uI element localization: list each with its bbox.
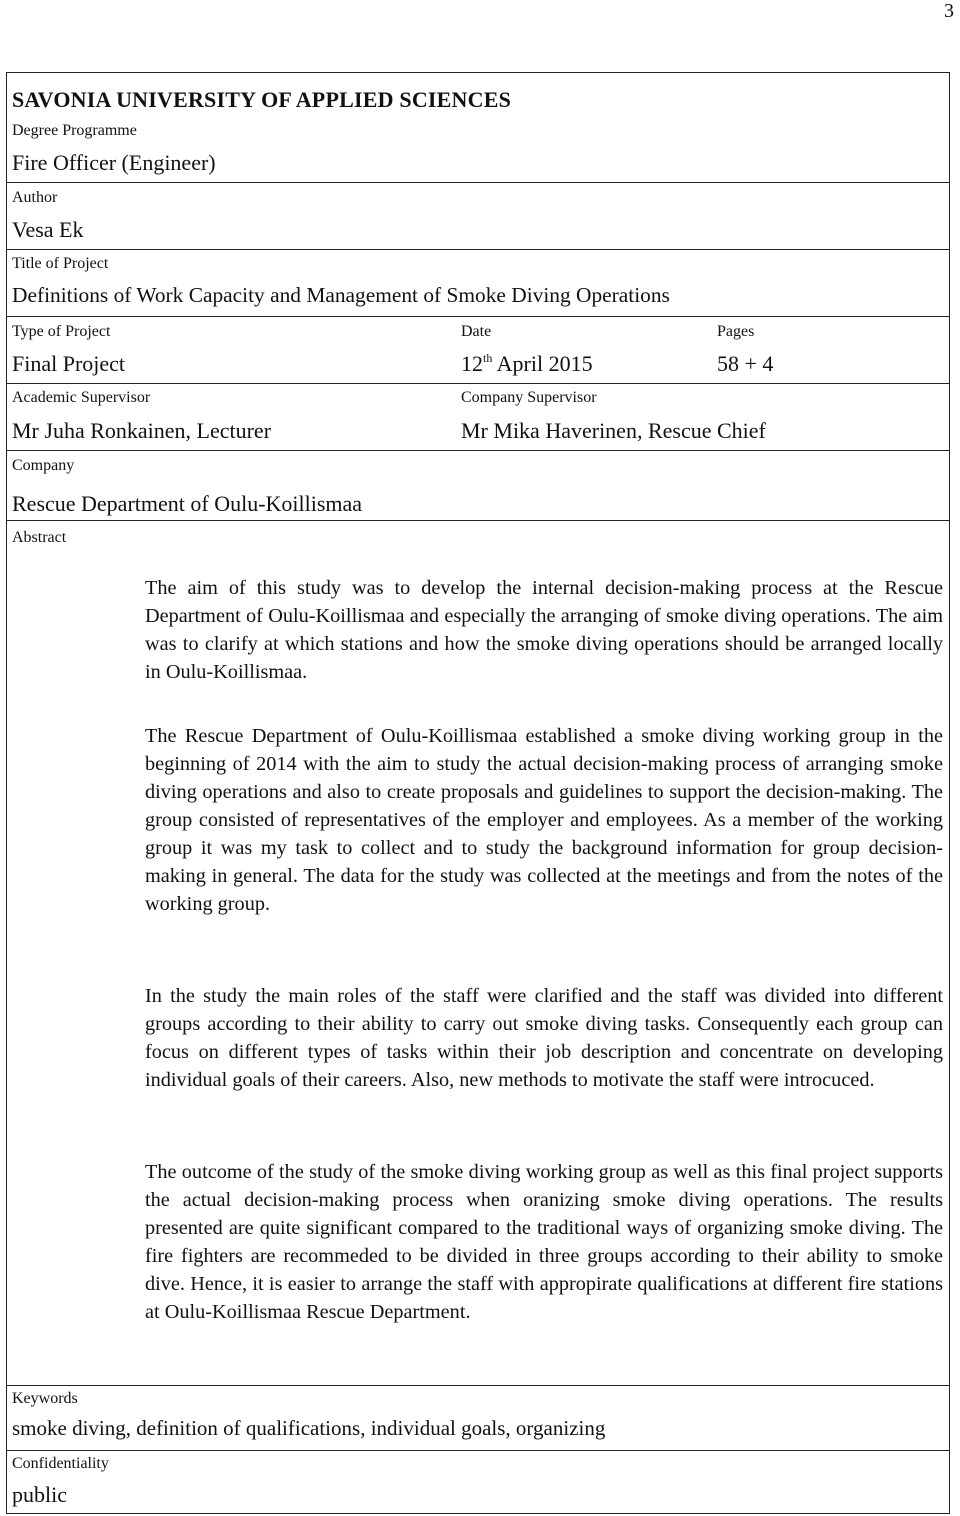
academic-supervisor-value: Mr Juha Ronkainen, Lecturer (12, 418, 272, 443)
author-value: Vesa Ek (12, 217, 84, 242)
confidentiality-section (7, 1450, 949, 1513)
thesis-abstract-form (6, 72, 950, 1514)
academic-supervisor-label: Academic Supervisor (12, 389, 151, 406)
confidentiality-label: Confidentiality (12, 1455, 109, 1472)
pages-label: Pages (717, 323, 755, 340)
degree-value: Fire Officer (Engineer) (12, 150, 216, 175)
page-number: 3 (944, 0, 954, 22)
company-value: Rescue Department of Oulu-Koillismaa (12, 491, 363, 516)
author-section (7, 182, 949, 250)
title-value: Definitions of Work Capacity and Management of Smoke Diving Operations (12, 283, 670, 307)
date-value (461, 351, 593, 377)
company-label: Company (12, 457, 75, 474)
abstract-paragraph-1: The aim of this study was to develop the internal decision-making process at the Rescue Department of Oulu-Koillismaa and especially the arranging of smoke diving operations. The aim was to clarify at which stations and how the smoke diving operations should be arranged locally in Oulu-Koillismaa. (145, 577, 943, 683)
supervisors-section (7, 383, 949, 451)
project-type-value: Final Project (12, 351, 126, 376)
date-suffix: th (483, 351, 493, 365)
date-label: Date (461, 323, 492, 340)
university-name: SAVONIA UNIVERSITY OF APPLIED SCIENCES (12, 87, 512, 112)
company-supervisor-label: Company Supervisor (461, 389, 597, 406)
abstract-paragraph-3: In the study the main roles of the staff were clarified and the staff was divided into different groups according to their ability to carry out smoke diving tasks. Consequently each group can focus on different types of tasks within their job description and concentrate on developing individual goals of their careers. Also, new methods to motivate the staff were introcuced. (145, 985, 943, 1091)
abstract-paragraph-4: The outcome of the study of the smoke diving working group as well as this final project supports the actual decision-making process when oranizing smoke diving operations. The results presented are quite significant compared to the traditional ways of organizing smoke diving. The fire fighters are recommeded to be divided in three groups according to their ability to smoke dive. Hence, it is easier to arrange the staff with appropirate qualifications at different fire stations at Oulu-Koillismaa Rescue Department. (145, 1161, 943, 1323)
project-info-section (7, 316, 949, 384)
abstract-section (7, 520, 949, 1386)
date-rest: April 2015 (492, 351, 593, 376)
title-section (7, 249, 949, 317)
project-type-label: Type of Project (12, 323, 111, 340)
degree-label: Degree Programme (12, 122, 137, 139)
pages-value: 58 + 4 (717, 351, 774, 376)
company-section (7, 450, 949, 521)
abstract-paragraph-2: The Rescue Department of Oulu-Koillismaa established a smoke diving working group in the beginning of 2014 with the aim to study the actual decision-making process of arranging smoke diving operations and also to create proposals and guidelines to support the decision-making. The group consisted of representatives of the employer and employees. As a member of the working group it was my task to collect and to study the background information for group decision-making in general. The data for the study was collected at the meetings and from the notes of the working group. (145, 725, 943, 915)
keywords-section (7, 1385, 949, 1451)
author-label: Author (12, 189, 58, 206)
date-day: 12 (461, 351, 483, 376)
company-supervisor-value: Mr Mika Haverinen, Rescue Chief (461, 418, 766, 443)
abstract-label: Abstract (12, 529, 67, 546)
degree-section (7, 73, 949, 183)
title-label: Title of Project (12, 255, 109, 272)
confidentiality-value: public (12, 1482, 67, 1507)
keywords-label: Keywords (12, 1390, 78, 1407)
keywords-value: smoke diving, definition of qualifications, individual goals, organizing (12, 1416, 606, 1440)
